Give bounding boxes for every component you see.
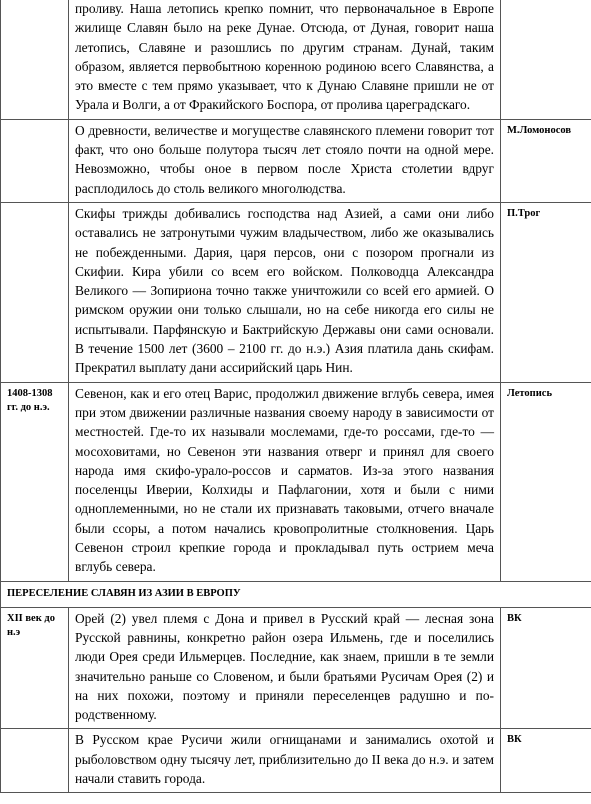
table-row	[1, 382, 591, 581]
text-cell	[69, 607, 501, 729]
row-text: В Русском крае Русичи жили огнищанами и занимались охотой и рыболовством одну тысячу лет, приблизительно до II века до н.э. и затем начали ставить города.	[75, 732, 494, 786]
date-cell	[1, 0, 69, 119]
text-cell	[69, 202, 501, 382]
row-text: Скифы трижды добивались господства над Азией, а сами они либо оставались не затронутыми чужим владычеством, либо же оказывались не побежденными. Дария, царя персов, они с позором прогнали из Скифии. Кира убили со всем его войском. Полководца Александра Великого — Зопириона точно также уничтожили со всей его армией. О римском оружии они только слышали, но на себе никогда его силы не испытывали. Парфянскую и Бактрийскую Державы они сами основали. В течение 1500 лет (3600 – 2100 гг. до н.э.) Азия платила дань скифам. Прекратил выплату дани ассирийский царь Нин.	[75, 205, 494, 376]
date-text	[1, 0, 68, 3]
date-cell	[1, 119, 69, 202]
source-text	[501, 0, 591, 3]
source-text: П.Трог	[507, 207, 541, 219]
section-header-cell	[1, 581, 591, 607]
table-row	[1, 729, 591, 793]
date-cell	[1, 607, 69, 729]
source-cell	[501, 382, 591, 581]
section-title: ПЕРЕСЕЛЕНИЕ СЛАВЯН ИЗ АЗИИ В ЕВРОПУ	[7, 587, 241, 599]
date-text	[1, 203, 68, 207]
source-cell	[501, 0, 591, 119]
row-text: О древности, величестве и могуществе славянского племени говорит тот факт, что оно больше полутора тысяч лет стояло почти на одной мере. Невозможно, чтобы оное в первом после Христа столетии вдруг расплодилось до столь великого многолюдства.	[75, 122, 494, 196]
date-cell	[1, 202, 69, 382]
date-text: XII век до н.э	[7, 612, 55, 638]
row-text: Севенон, как и его отец Варис, продолжил движение вглубь севера, имея при этом движении различные названия своему народу в зависимости от местностей. Где-то их называли мослемами, где-то россами, где-то — мосоховитами, но Севенон эти названия отверг и принял для своего народа имя скифо-урало-россов и сарматов. Из-за этого названия поселенцы Иверии, Колхиды и Пафлагонии, хотя и были с ними одноплеменными, но не стали их признавать таковыми, отчего вначале были ссоры, а потом начались кровопролитные столкновения. Царь Севенон строил крепкие города и прокладывал путь острием меча вглубь севера.	[75, 385, 494, 575]
table-row	[1, 607, 591, 729]
table-row	[1, 202, 591, 382]
table-row	[1, 0, 591, 119]
source-cell	[501, 119, 591, 202]
section-header-row	[1, 581, 591, 607]
row-text: Орей (2) увел племя с Дона и привел в Русский край — лесная зона Русской равнины, конкретно район озера Ильмень, где и поселились люди Орея среди Ильмерцев. Последние, как знаем, пришли в те земли значительно раньше со Словеном, и были братьями Русичам Орея (2) и на них похожи, поэтому и приняли переселенцев радушно и по-родственному.	[75, 610, 494, 723]
date-text: 1408-1308 гг. до н.э.	[7, 387, 53, 413]
source-text: Летопись	[507, 387, 552, 399]
text-cell	[69, 382, 501, 581]
text-cell	[69, 729, 501, 793]
date-text	[1, 120, 68, 124]
source-cell	[501, 607, 591, 729]
table-row	[1, 119, 591, 202]
date-cell	[1, 729, 69, 793]
text-cell	[69, 119, 501, 202]
source-cell	[501, 202, 591, 382]
source-text: ВК	[507, 734, 522, 746]
text-cell	[69, 0, 501, 119]
row-text: проливу. Наша летопись крепко помнит, что первоначальное в Европе жилище Славян было на реке Дунае. Отсюда, от Дуная, говорит наша летопись, Славяне и разошлись по другим странам. Дунай, таким образом, является первобытною коренною родиною всего Славянства, а это вместе с тем прямо указывает, что к Дунаю Славяне пришли не от Урала и Волги, а от Фракийского Боспора, от пролива цареградскаго.	[75, 1, 494, 113]
source-cell	[501, 729, 591, 793]
source-text: М.Ломоносов	[507, 124, 572, 136]
date-cell	[1, 382, 69, 581]
source-text: ВК	[507, 612, 522, 624]
date-text	[1, 729, 68, 733]
